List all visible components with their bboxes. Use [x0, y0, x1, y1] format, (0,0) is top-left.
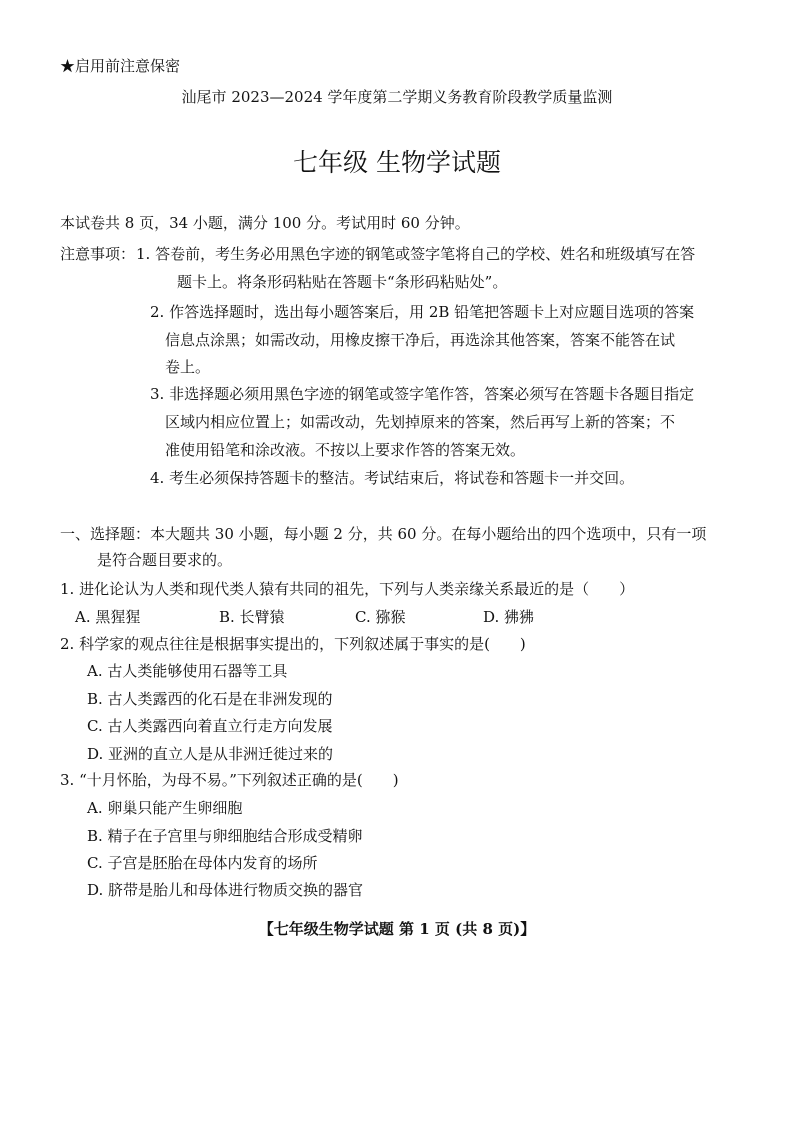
question-2-option-c: C. 古人类露西向着直立行走方向发展 [87, 717, 333, 735]
page-title: 七年级 生物学试题 [293, 148, 501, 177]
notice-label: 注意事项： [60, 245, 136, 263]
question-3-stem: 3. “十月怀胎，为母不易。”下列叙述正确的是( ) [60, 771, 399, 789]
notice-item-1: 1. 答卷前，考生务必用黑色字迹的钢笔或签字笔将自己的学校、姓名和班级填写在答 [136, 245, 696, 263]
notice-item-1-cont: 题卡上。将条形码粘贴在答题卡“条形码粘贴处”。 [177, 273, 508, 291]
question-1-option-c: C. 猕猴 [355, 608, 406, 626]
notice-item-4: 4. 考生必须保持答题卡的整洁。考试结束后，将试卷和答题卡一并交回。 [150, 469, 635, 487]
exam-title: 汕尾市 2023—2024 学年度第二学期义务教育阶段教学质量监测 [181, 88, 613, 106]
exam-summary: 本试卷共 8 页，34 小题，满分 100 分。考试用时 60 分钟。 [60, 214, 470, 232]
question-1-option-a: A. 黑猩猩 [75, 608, 141, 626]
notice-item-3-cont2: 准使用铅笔和涂改液。不按以上要求作答的答案无效。 [165, 441, 526, 459]
question-3-option-a: A. 卵巢只能产生卵细胞 [87, 799, 243, 817]
question-3-option-b: B. 精子在子宫里与卵细胞结合形成受精卵 [87, 827, 363, 845]
confidential-notice: ★启用前注意保密 [60, 57, 181, 75]
question-2-option-a: A. 古人类能够使用石器等工具 [87, 662, 288, 680]
question-1-options [75, 607, 534, 627]
question-1-stem: 1. 进化论认为人类和现代类人猿有共同的祖先，下列与人类亲缘关系最近的是（ ） [60, 580, 635, 598]
question-2-option-d: D. 亚洲的直立人是从非洲迁徙过来的 [87, 745, 334, 763]
question-3-option-d: D. 脐带是胎儿和母体进行物质交换的器官 [87, 881, 364, 899]
notice-item-2-cont2: 卷上。 [165, 358, 211, 376]
question-3-option-c: C. 子宫是胚胎在母体内发育的场所 [87, 854, 318, 872]
question-2-stem: 2. 科学家的观点往往是根据事实提出的，下列叙述属于事实的是( ) [60, 635, 526, 653]
notice-item-2: 2. 作答选择题时，选出每小题答案后，用 2B 铅笔把答题卡上对应题目选项的答案 [150, 303, 695, 321]
notice-item-3-cont: 区域内相应位置上；如需改动，先划掉原来的答案，然后再写上新的答案；不 [165, 413, 676, 431]
notice-item-2-cont: 信息点涂黑；如需改动，用橡皮擦干净后，再选涂其他答案，答案不能答在试 [165, 331, 676, 349]
notice-item-3: 3. 非选择题必须用黑色字迹的钢笔或签字笔作答，答案必须写在答题卡各题目指定 [150, 385, 695, 403]
section-heading-cont: 是符合题目要求的。 [97, 551, 233, 569]
page-footer: 【七年级生物学试题 第 1 页 (共 8 页)】 [258, 920, 536, 938]
question-1-option-d: D. 狒狒 [483, 608, 535, 626]
question-1-option-b: B. 长臂猿 [219, 608, 285, 626]
section-heading: 一、选择题：本大题共 30 小题，每小题 2 分，共 60 分。在每小题给出的四个选项中，只有一项 [60, 525, 707, 543]
question-2-option-b: B. 古人类露西的化石是在非洲发现的 [87, 690, 333, 708]
